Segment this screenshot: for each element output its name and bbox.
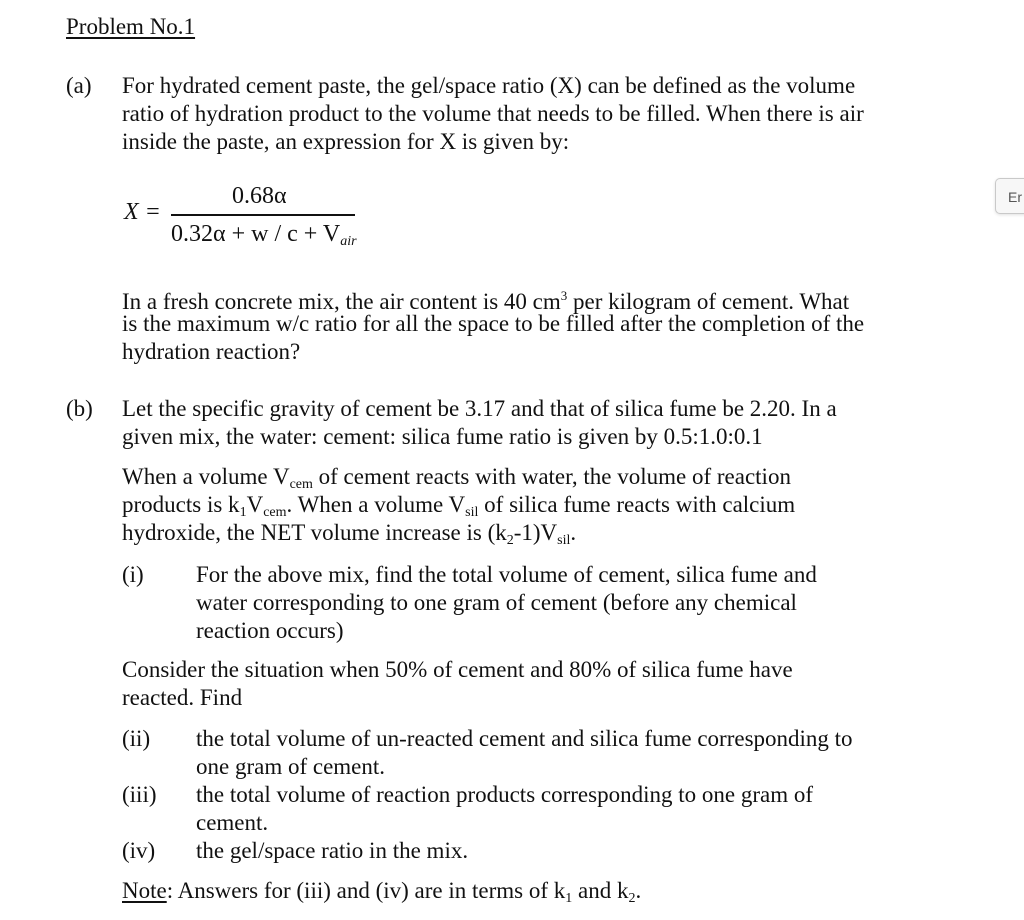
item-ii-label: (ii) xyxy=(122,726,151,751)
item-iii-line-2: cement. xyxy=(196,810,269,835)
part-a-line-1: For hydrated cement paste, the gel/space ratio (X) can be defined as the volume xyxy=(122,73,856,98)
side-panel-tab[interactable]: Er xyxy=(995,178,1024,214)
part-a-question-line-2: is the maximum w/c ratio for all the space to be filled after the completion of the xyxy=(122,311,865,336)
part-a-question-line-3: hydration reaction? xyxy=(122,339,301,364)
item-i-line-2: water corresponding to one gram of cement (before any chemical xyxy=(196,590,797,615)
fraction-bar xyxy=(171,214,355,216)
part-a-question-line-1: In a fresh concrete mix, the air content is 40 $cm^3$ per kilogram of cement. What xyxy=(122,288,850,314)
equation-numerator: 0.68α xyxy=(232,183,287,209)
item-iv-label: (iv) xyxy=(122,838,156,863)
item-ii-line-1: the total volume of un-reacted cement and silica fume corresponding to xyxy=(196,726,853,751)
equation-denominator: $0.32\alpha + w / c + V_{air}$ xyxy=(171,221,357,249)
page-title: Problem No.1 xyxy=(66,14,196,39)
part-b-para2-line-2: products is $k_1V_{cem}$. When a volume $V_{sil}$ of silica fume reacts with calcium xyxy=(122,492,796,520)
part-b-para2-line-3: hydroxide, the NET volume increase is $(k_2-1)V_{sil}$. xyxy=(122,520,577,548)
item-i-line-3: reaction occurs) xyxy=(196,618,344,643)
equation-lhs: X = xyxy=(124,199,161,225)
item-i-line-1: For the above mix, find the total volume of cement, silica fume and xyxy=(196,562,817,587)
item-iii-line-1: the total volume of reaction products corresponding to one gram of xyxy=(196,782,813,807)
consider-line-2: reacted. Find xyxy=(122,685,243,710)
note-label: Note xyxy=(122,878,167,903)
part-a-label: (a) xyxy=(66,73,92,98)
part-b-line-1: Let the specific gravity of cement be 3.17 and that of silica fume be 2.20. In a xyxy=(122,396,837,421)
part-b-para2-line-1: When a volume $V_{cem}$ of cement reacts with water, the volume of reaction xyxy=(122,464,791,492)
part-b-line-2: given mix, the water: cement: silica fume ratio is given by 0.5:1.0:0.1 xyxy=(122,424,763,449)
item-iv-line-1: the gel/space ratio in the mix. xyxy=(196,838,469,863)
consider-line-1: Consider the situation when 50% of cement and 80% of silica fume have xyxy=(122,657,793,682)
item-iii-label: (iii) xyxy=(122,782,157,807)
item-ii-line-2: one gram of cement. xyxy=(196,754,386,779)
part-b-label: (b) xyxy=(66,396,93,421)
part-a-line-3: inside the paste, an expression for X is given by: xyxy=(122,129,570,154)
part-a-line-2: ratio of hydration product to the volume that needs to be filled. When there is air xyxy=(122,101,864,126)
note-line: Note: Answers for (iii) and (iv) are in terms of $k_1$ and $k_2$. xyxy=(122,878,642,906)
item-i-label: (i) xyxy=(122,562,144,587)
